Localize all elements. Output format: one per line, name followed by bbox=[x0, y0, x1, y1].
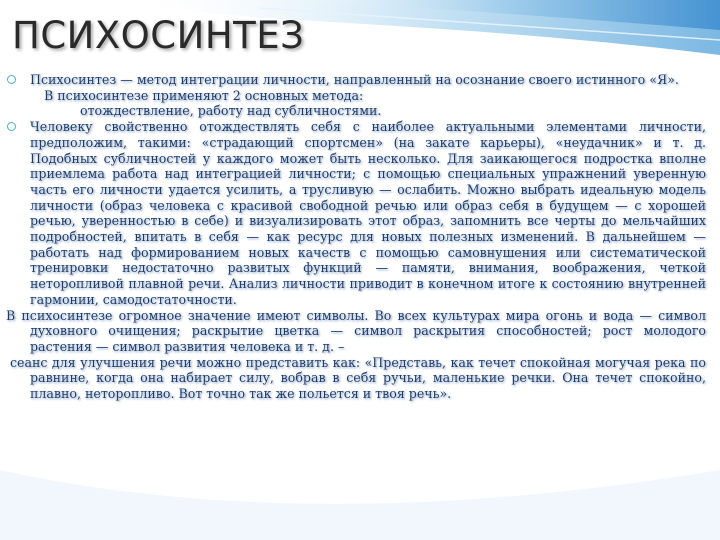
bullet-definition: Психосинтез — метод интеграции личности, направленный на осознание своего истинного «Я». bbox=[6, 72, 706, 88]
slide-body bbox=[6, 72, 706, 402]
methods-list: отождествление, работу над субличностями. bbox=[80, 103, 382, 119]
paragraph-speech-session: сеанс для улучшения речи можно представить как: «Представь, как течет спокойная могучая река по равнине, когда она набирает силу, вобрав в себя ручьи, маленькие речки. Она течет спокойно, плавно, неторопливо. Вот точно так же польется и твоя речь». bbox=[10, 354, 706, 402]
methods-heading: В психосинтезе применяют 2 основных метода: bbox=[44, 87, 364, 103]
slide-title: ПСИХОСИНТЕЗ bbox=[12, 14, 305, 57]
paragraph-symbols: В психосинтезе огромное значение имеют символы. Во всех культурах мира огонь и вода — символ духовного очищения; раскрытие цветка — символ раскрытия способностей; рост молодого растения — символ развития человека и т. д. – bbox=[6, 307, 706, 354]
bullet-subpersonalities: Человеку свойственно отождествлять себя с наиболее актуальными элементами личности, предположим, такими: «страдающий спортсмен» (на закате карьеры), «неудачник» и т. д. Подобных субличностей у каждого может быть несколько. Для заикающегося подростка вполне приемлема работа над интеграцией личности; с помощью специальных упражнений уверенную часть его личности удается усилить, а трусливую — ослабить. Можно выбрать идеальную модель личности (образ человека с красивой свободной речью или образ себя в будущем — с хорошей речью, уверенностью в себе) и визуализировать этот образ, запомнить все черты до мельчайших подробностей, впитать в себя — как ресурс для новых полезных изменений. В дальнейшем — работать над формированием новых качеств с помощью самовнушения или систематической тренировки недостаточно развитых функций — памяти, внимания, воображения, четкой неторопливой плавной речи. Анализ личности приводит в конечном итоге к состоянию внутренней гармонии, самодостаточности. bbox=[6, 119, 706, 307]
